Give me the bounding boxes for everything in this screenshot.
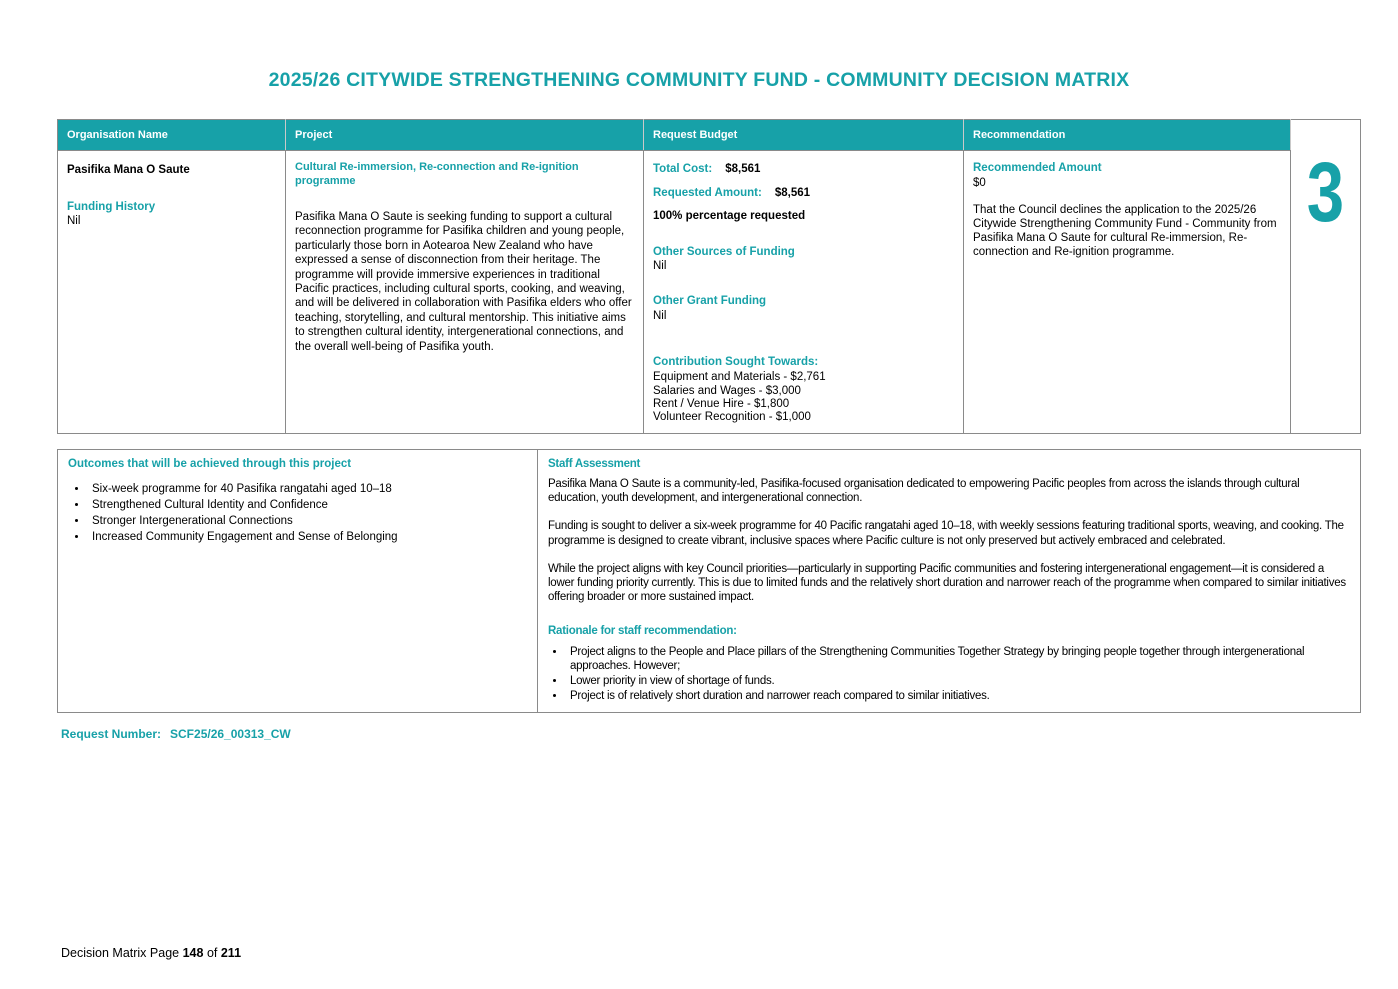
staff-assessment-title: Staff Assessment: [548, 457, 641, 470]
funding-history-label: Funding History: [67, 200, 156, 213]
recommended-amount-value: $0: [973, 176, 986, 189]
priority-rank: 3: [1306, 145, 1345, 240]
other-grant-label: Other Grant Funding: [653, 295, 767, 308]
staff-assessment-paragraph: Funding is sought to deliver a six-week programme for 40 Pacific rangatahi aged 10–18, with weekly sessions featuring traditional sports, weaving, and cooking. The programme is designed to create vibrant, inclusive spaces where Pacific culture is not only preserved but actively embraced and celebrated.: [548, 520, 1344, 547]
footer-total-pages: 211: [220, 946, 242, 960]
contribution-item: Equipment and Materials - $2,761: [653, 371, 826, 384]
contribution-label: Contribution Sought Towards:: [653, 356, 819, 368]
footer-prefix: Decision Matrix Page: [61, 946, 180, 960]
page-title: 2025/26 CITYWIDE STRENGTHENING COMMUNITY FUND - COMMUNITY DECISION MATRIX: [268, 69, 1130, 91]
outcome-item: • Stronger Intergenerational Connections: [88, 513, 527, 529]
requested-amount-value: $8,561: [774, 186, 811, 199]
funding-history-value: Nil: [67, 215, 81, 228]
contribution-item: Volunteer Recognition - $1,000: [653, 411, 811, 424]
outcome-item: • Increased Community Engagement and Sense of Belonging: [88, 529, 527, 545]
footer-page-number: 148: [182, 946, 204, 960]
rationale-item: • Project aligns to the People and Place pillars of the Strengthening Communities Together Strategy by bringing people together through intergenerational approaches. However;: [566, 645, 1350, 673]
staff-assessment-paragraph: Pasifika Mana O Saute is a community-led, Pasifika-focused organisation dedicated to empowering Pacific peoples from across the islands through cultural education, youth development, and intergenerational connection.: [548, 477, 1300, 505]
organisation-name: Pasifika Mana O Saute: [67, 164, 190, 177]
outcomes-title: Outcomes that will be achieved through this project: [68, 457, 352, 470]
outcomes-cell: [58, 449, 538, 712]
rationale-title: Rationale for staff recommendation:: [548, 625, 737, 638]
outcomes-list: [88, 481, 527, 545]
assessment-row: [58, 449, 1361, 712]
project-cell: [286, 151, 644, 433]
contribution-item: Salaries and Wages - $3,000: [653, 384, 801, 397]
other-sources-label: Other Sources of Funding: [653, 245, 795, 258]
total-cost-label: Total Cost:: [653, 163, 713, 176]
recommendation-cell: [964, 151, 1291, 433]
decision-matrix-table: [57, 119, 1361, 433]
total-cost-value: $8,561: [725, 163, 761, 176]
contribution-item: Rent / Venue Hire - $1,800: [653, 397, 790, 410]
page-footer: [61, 946, 241, 962]
other-grant-value: Nil: [653, 309, 667, 322]
request-budget-cell: [644, 151, 964, 433]
header-request-budget: Request Budget: [644, 120, 964, 151]
rationale-item: • Lower priority in view of shortage of funds.: [566, 674, 1350, 688]
header-recommendation: Recommendation: [964, 120, 1291, 151]
recommended-amount-label: Recommended Amount: [973, 162, 1102, 175]
staff-assessment-paragraph: While the project aligns with key Council priorities—particularly in supporting Pacific communities and fostering intergenerational engagement—it is considered a lower funding priority currently. This is due to limited funds and the relatively short duration and narrower reach of the programme when compared to similar initiatives offering broader or more sustained impact.: [548, 562, 1346, 604]
footer-of-label: of: [206, 946, 218, 960]
request-number: [61, 727, 1398, 742]
request-number-label: Request Number:: [61, 726, 162, 741]
other-sources-value: Nil: [653, 259, 667, 272]
contribution-list: [653, 371, 954, 424]
outcome-item: • Six-week programme for 40 Pasifika rangatahi aged 10–18: [88, 481, 527, 497]
priority-rank-cell: [1291, 120, 1361, 433]
percentage-requested: 100% percentage requested: [653, 210, 806, 223]
requested-amount-label: Requested Amount:: [653, 186, 762, 199]
matrix-body-row: [58, 151, 1361, 433]
outcome-item: • Strengthened Cultural Identity and Confidence: [88, 497, 527, 513]
organisation-cell: [58, 151, 286, 433]
matrix-header-row: [58, 120, 1361, 151]
rationale-item: • Project is of relatively short duration and narrower reach compared to similar initiatives.: [566, 689, 1350, 703]
header-project: Project: [286, 120, 644, 151]
header-organisation-name: Organisation Name: [58, 120, 286, 151]
project-title: Cultural Re-immersion, Re-connection and Re-ignition programme: [295, 161, 579, 188]
project-description: Pasifika Mana O Saute is seeking funding to support a cultural reconnection programme for Pasifika children and young people, particularly those born in Aotearoa New Zealand who have expressed a sense of disconnection from their heritage. The programme will provide immersive experiences in traditional Pacific practices, including cultural sports, cooking, and weaving, and will be delivered in collaboration with Pasifika elders who offer teaching, storytelling, and cultural mentorship. This initiative aims to strengthen cultural identity, intergenerational connections, and the overall well-being of Pasifika youth.: [295, 210, 632, 353]
assessment-table: [57, 449, 1361, 713]
recommendation-statement: That the Council declines the application to the 2025/26 Citywide Strengthening Community Fund - Community from Pasifika Mana O Saute for cultural Re-immersion, Re-connection and Re-ignition programme.: [973, 204, 1277, 258]
staff-assessment-cell: [538, 449, 1361, 712]
request-number-value: SCF25/26_00313_CW: [170, 726, 291, 741]
rationale-list: [566, 645, 1350, 704]
